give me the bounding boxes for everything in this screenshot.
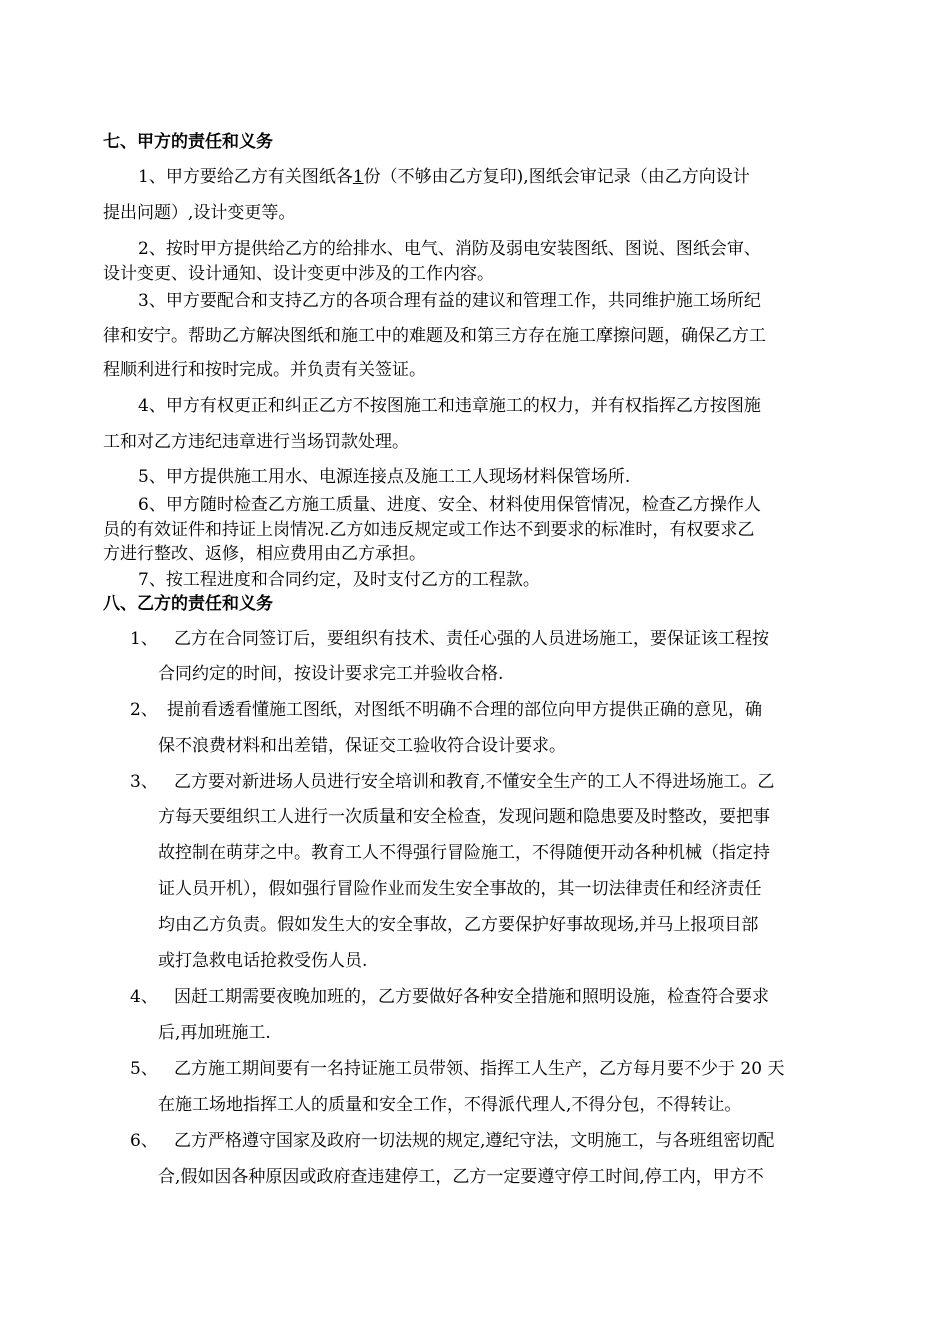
s8-item3-line3: 故控制在萌芽之中。教育工人不得强行冒险施工，不得随便开动各种机械（指定持 (158, 843, 770, 863)
s8-item3-line1: 乙方要对新进场人员进行安全培训和教育,不懂安全生产的工人不得进场施工。乙 (174, 772, 775, 792)
s7-item1-copies: 1 (352, 167, 364, 187)
s7-item6-line1: 6、甲方随时检查乙方施工质量、进度、安全、材料使用保管情况，检查乙方操作人 (138, 495, 761, 515)
s8-item6-line2: 合,假如因各种原因或政府查违建停工，乙方一定要遵守停工时间,停工内，甲方不 (158, 1167, 764, 1187)
s7-item3-line3: 程顺利进行和按时完成。并负责有关签证。 (103, 360, 426, 380)
s7-item3-line1: 3、甲方要配合和支持乙方的各项合理有益的建议和管理工作，共同维护施工场所纪 (138, 291, 761, 311)
s7-item3-line2: 律和安宁。帮助乙方解决图纸和施工中的难题及和第三方存在施工摩擦问题，确保乙方工 (103, 326, 766, 346)
s7-item2-line1: 2、按时甲方提供给乙方的给排水、电气、消防及弱电安装图纸、图说、图纸会审、 (138, 239, 761, 259)
s8-item6-line1: 乙方严格遵守国家及政府一切法规的规定,遵纪守法，文明施工，与各班组密切配 (174, 1131, 775, 1151)
s8-item3-line4: 证人员开机），假如强行冒险作业而发生安全事故的，其一切法律责任和经济责任 (158, 879, 762, 899)
s8-item3-number: 3、 (130, 772, 158, 792)
s7-item4-line2: 工和对乙方违纪违章进行当场罚款处理。 (103, 432, 409, 452)
s8-item2-number: 2、 (130, 700, 158, 720)
s8-item4-line2: 后,再加班施工. (158, 1023, 271, 1043)
s7-item2-line2: 设计变更、设计通知、设计变更中涉及的工作内容。 (103, 264, 494, 284)
s8-item2-line2: 保不浪费材料和出差错，保证交工验收符合设计要求。 (158, 736, 566, 756)
s7-item1-line1 (138, 162, 750, 187)
s8-item3-line6: 或打急救电话抢救受伤人员. (158, 951, 368, 971)
s8-item1-number: 1、 (130, 629, 158, 649)
s8-item4-line1: 因赶工期需要夜晚加班的，乙方要做好各种安全措施和照明设施，检查符合要求 (174, 987, 769, 1007)
s7-item1-line2: 提出问题）,设计变更等。 (103, 203, 296, 223)
section-8-heading: 八、乙方的责任和义务 (103, 594, 273, 614)
s8-item6-number: 6、 (130, 1131, 158, 1151)
s8-item1-line2: 合同约定的时间，按设计要求完工并验收合格. (158, 664, 504, 684)
section-7-heading: 七、甲方的责任和义务 (103, 132, 273, 152)
s8-item4-number: 4、 (130, 987, 158, 1007)
s7-item4-line1: 4、甲方有权更正和纠正乙方不按图施工和违章施工的权力，并有权指挥乙方按图施 (138, 396, 761, 416)
s7-item6-line2: 员的有效证件和持证上岗情况.乙方如违反规定或工作达不到要求的标准时，有权要求乙 (103, 520, 755, 540)
s7-item6-line3: 方进行整改、返修，相应费用由乙方承担。 (103, 544, 426, 564)
s7-item1-text-a: 1、甲方要给乙方有关图纸各 (138, 167, 353, 187)
s8-item5-line2: 在施工场地指挥工人的质量和安全工作，不得派代理人,不得分包，不得转让。 (158, 1095, 742, 1115)
s8-item5-number: 5、 (130, 1059, 158, 1079)
s8-item3-line2: 方每天要组织工人进行一次质量和安全检查，发现问题和隐患要及时整改，要把事 (158, 807, 770, 827)
s8-item5-line1: 乙方施工期间要有一名持证施工员带领、指挥工人生产，乙方每月要不少于 20 天 (174, 1059, 785, 1079)
s8-item3-line5: 均由乙方负责。假如发生大的安全事故，乙方要保护好事故现场,并马上报项目部 (158, 915, 759, 935)
s7-item7-line1: 7、按工程进度和合同约定，及时支付乙方的工程款。 (138, 570, 540, 590)
s8-item1-line1: 乙方在合同签订后，要组织有技术、责任心强的人员进场施工，要保证该工程按 (174, 629, 769, 649)
s7-item5-line1: 5、甲方提供施工用水、电源连接点及施工工人现场材料保管场所. (138, 467, 631, 487)
s7-item1-text-b: 份（不够由乙方复印),图纸会审记录（由乙方向设计 (363, 167, 750, 187)
s8-item2-line1: 提前看透看懂施工图纸，对图纸不明确不合理的部位向甲方提供正确的意见，确 (167, 700, 762, 720)
